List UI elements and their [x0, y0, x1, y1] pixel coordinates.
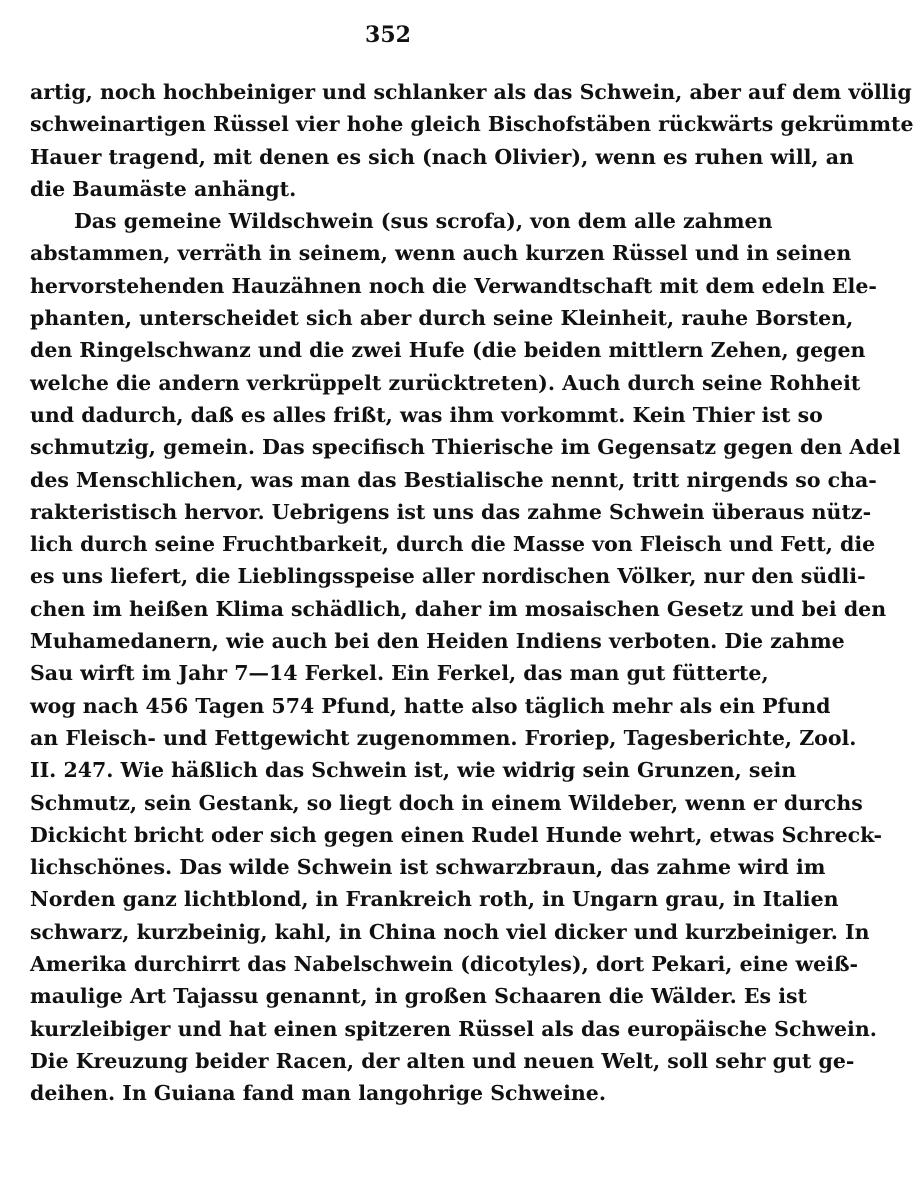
page-number: 352 [365, 22, 411, 48]
text-line: Amerika durchirrt das Nabelschwein (dicotyles), dort Pekari, eine weiß- [30, 952, 859, 977]
text-line: und dadurch, daß es alles frißt, was ihm vorkommt. Kein Thier ist so [30, 402, 823, 427]
text-line: Sau wirft im Jahr 7—14 Ferkel. Ein Ferkel, das man gut fütterte, [30, 661, 769, 686]
text-line: hervorstehenden Hauzähnen noch die Verwandtschaft mit dem edeln Ele- [30, 273, 877, 298]
text-line: II. 247. Wie häßlich das Schwein ist, wie widrig sein Grunzen, sein [30, 758, 797, 783]
text-line: schmutzig, gemein. Das specifisch Thierische im Gegensatz gegen den Adel [30, 435, 901, 460]
text-line: die Baumäste anhängt. [30, 176, 297, 201]
text-line: den Ringelschwanz und die zwei Hufe (die beiden mittlern Zehen, gegen [30, 338, 866, 363]
text-line: schwarz, kurzbeinig, kahl, in China noch viel dicker und kurzbeiniger. In [30, 919, 870, 944]
text-line: kurzleibiger und hat einen spitzeren Rüssel als das europäische Schwein. [30, 1016, 877, 1041]
text-line: Die Kreuzung beider Racen, der alten und neuen Welt, soll sehr gut ge- [30, 1048, 855, 1073]
text-line: wog nach 456 Tagen 574 Pfund, hatte also täglich mehr als ein Pfund [30, 693, 831, 718]
text-line: chen im heißen Klima schädlich, daher im mosaischen Gesetz und bei den [30, 596, 887, 621]
text-line: Dickicht bricht oder sich gegen einen Rudel Hunde wehrt, etwas Schreck- [30, 822, 882, 847]
text-line: maulige Art Tajassu genannt, in großen Schaaren die Wälder. Es ist [30, 984, 808, 1009]
text-line: es uns liefert, die Lieblingsspeise aller nordischen Völker, nur den südli- [30, 564, 866, 589]
text-line: des Menschlichen, was man das Bestialische nennt, tritt nirgends so cha- [30, 467, 877, 492]
text-line: welche die andern verkrüppelt zurücktreten). Auch durch seine Rohheit [30, 370, 861, 395]
text-line: abstammen, verräth in seinem, wenn auch kurzen Rüssel und in seinen [30, 241, 852, 266]
text-line: Schmutz, sein Gestank, so liegt doch in einem Wildeber, wenn er durchs [30, 790, 863, 815]
text-line: Muhamedanern, wie auch bei den Heiden Indiens verboten. Die zahme [30, 629, 845, 654]
text-line: Norden ganz lichtblond, in Frankreich roth, in Ungarn grau, in Italien [30, 887, 839, 912]
text-line: an Fleisch- und Fettgewicht zugenommen. Froriep, Tagesberichte, Zool. [30, 725, 857, 750]
text-line: lichschönes. Das wilde Schwein ist schwarzbraun, das zahme wird im [30, 855, 826, 880]
text-line: Das gemeine Wildschwein (sus scrofa), von dem alle zahmen [74, 209, 773, 234]
text-line: Hauer tragend, mit denen es sich (nach Olivier), wenn es ruhen will, an [30, 144, 854, 169]
text-line: phanten, unterscheidet sich aber durch seine Kleinheit, rauhe Borsten, [30, 306, 854, 331]
text-line: lich durch seine Fruchtbarkeit, durch die Masse von Fleisch und Fett, die [30, 532, 876, 557]
text-line: rakteristisch hervor. Uebrigens ist uns das zahme Schwein überaus nütz- [30, 499, 872, 524]
text-line: deihen. In Guiana fand man langohrige Schweine. [30, 1081, 606, 1106]
text-line: schweinartigen Rüssel vier hohe gleich Bischofstäben rückwärts gekrümmte [30, 112, 914, 137]
text-line: artig, noch hochbeiniger und schlanker als das Schwein, aber auf dem völlig [30, 80, 912, 104]
body-text [30, 76, 914, 1110]
